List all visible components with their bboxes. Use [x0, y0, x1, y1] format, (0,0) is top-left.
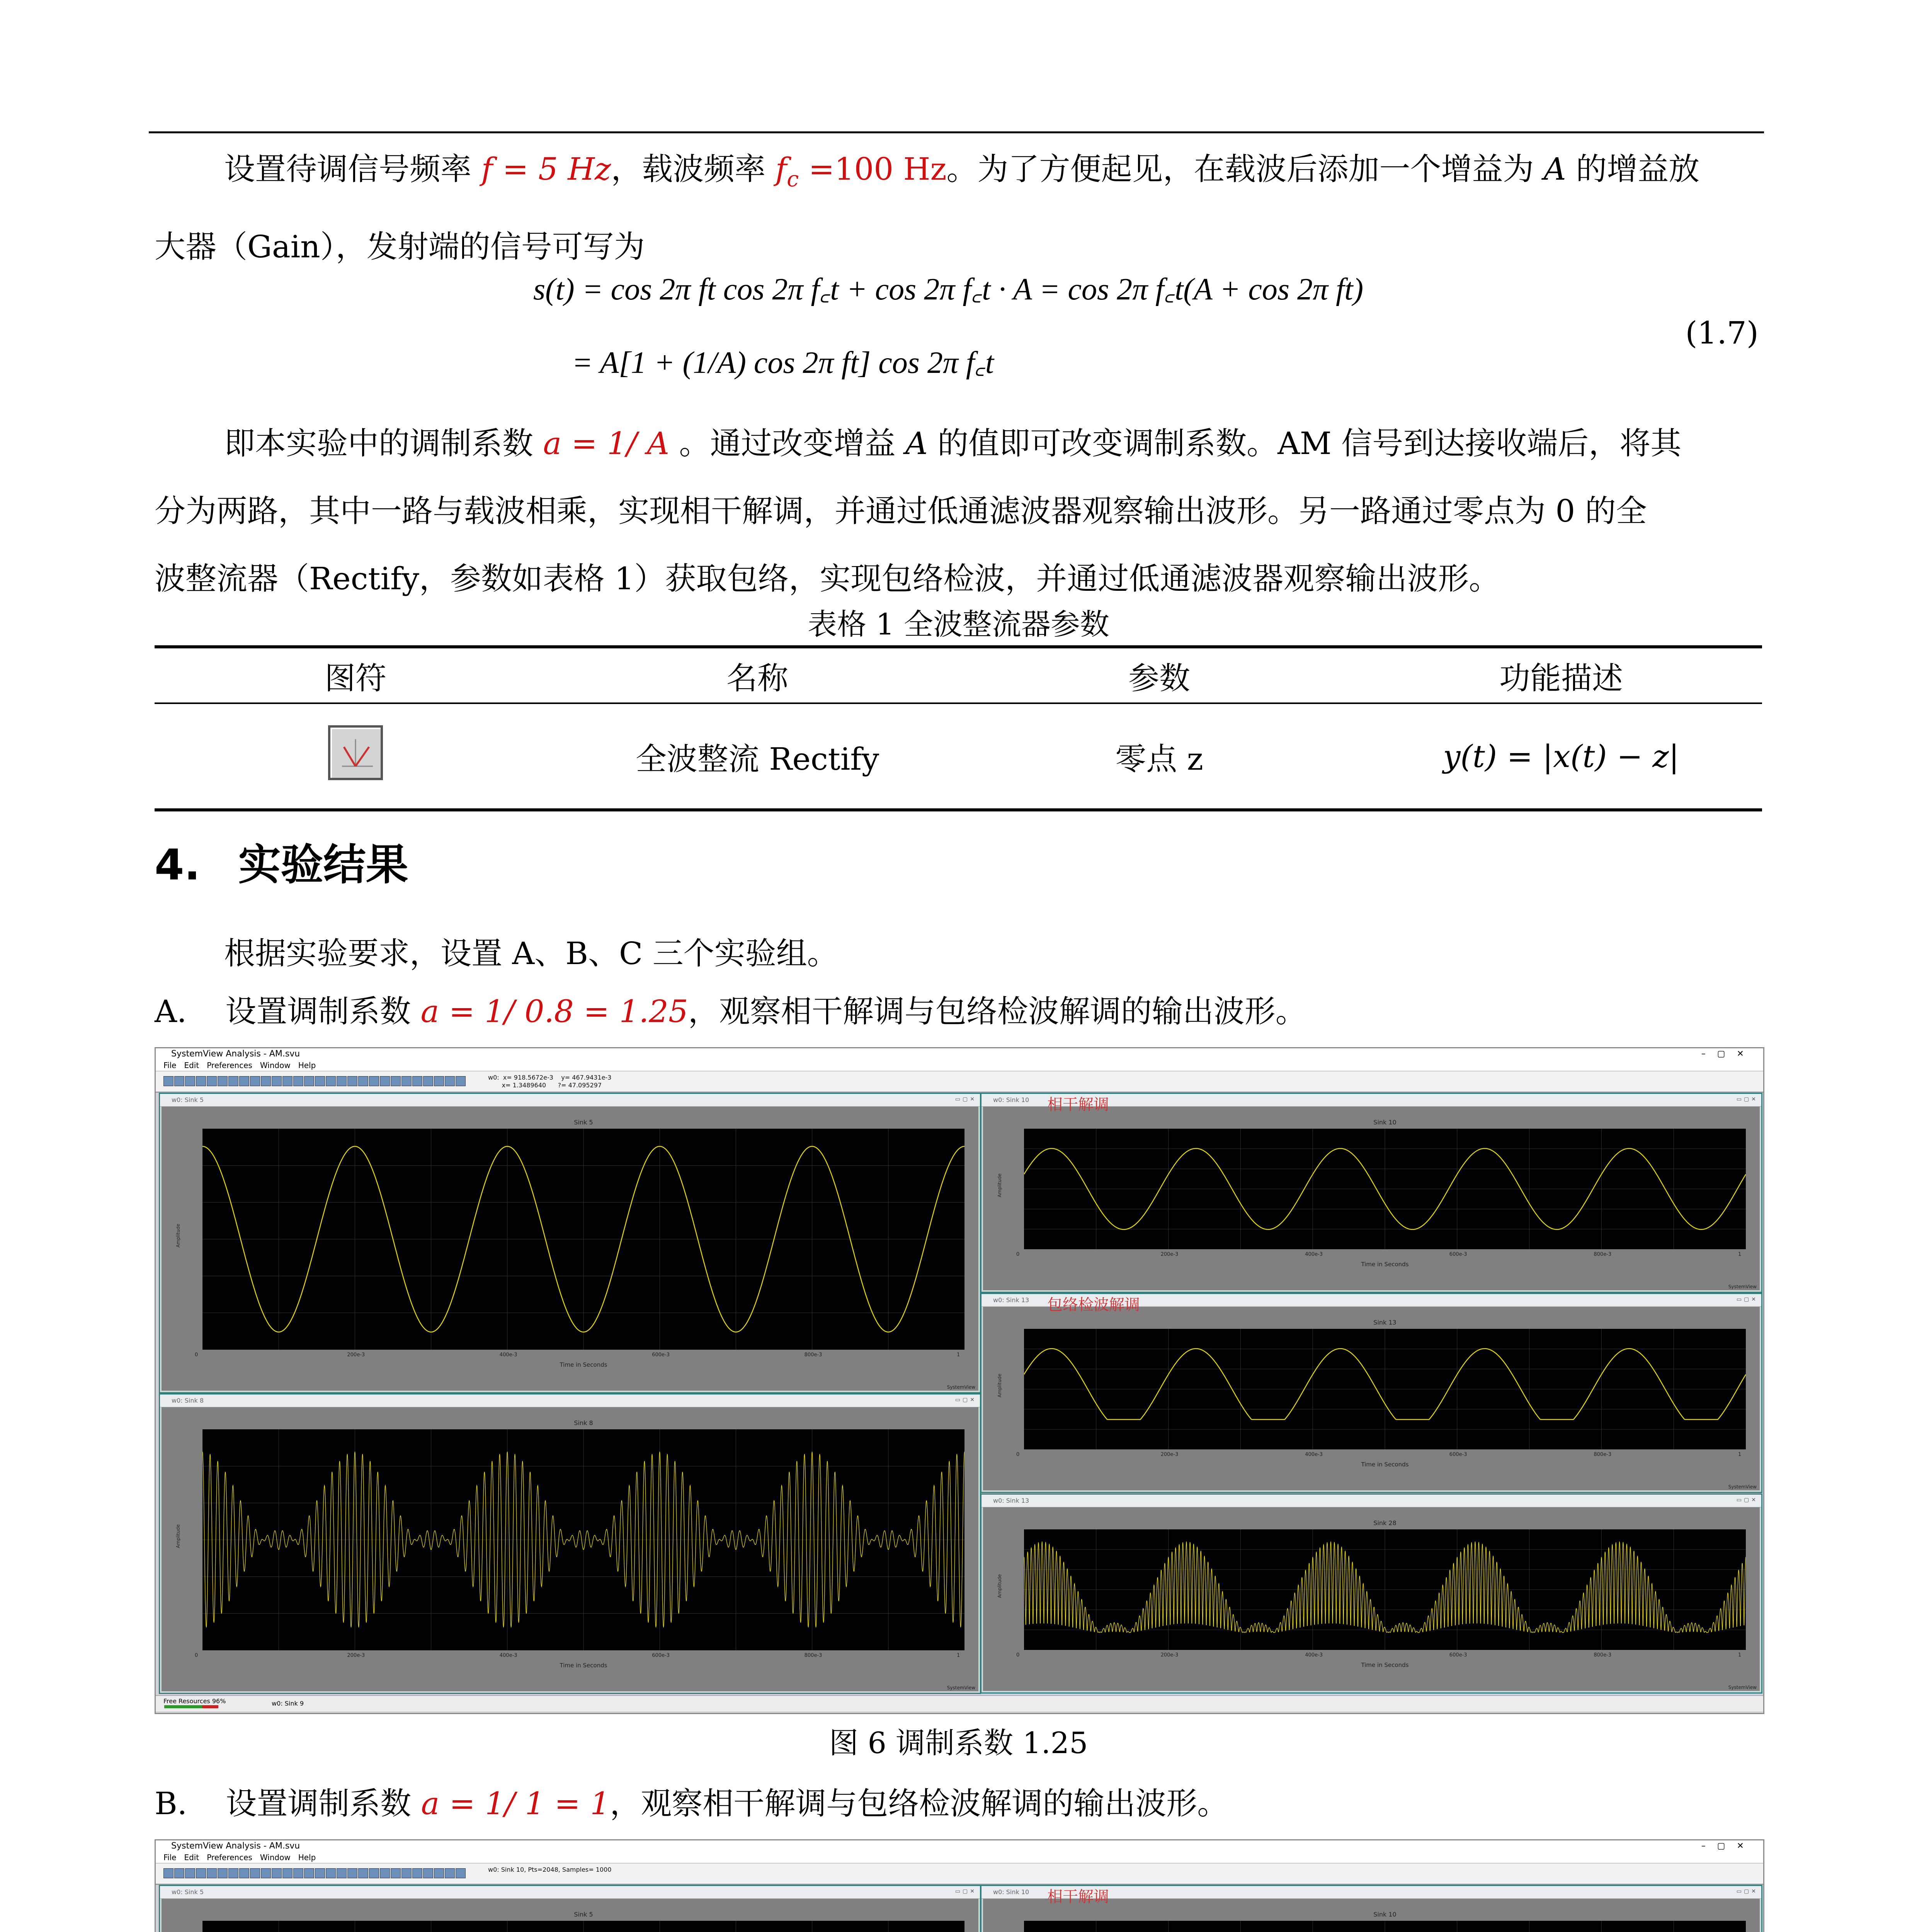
text: ，观察相干解调与包络检波解调的输出波形。	[688, 993, 1306, 1029]
plot-pane-sink5[interactable]	[159, 1885, 981, 1932]
equation-line-2: = A[1 + (1/A) cos 2π ft] cos 2π f꜀t	[572, 346, 994, 380]
text: 的增益放	[1566, 151, 1700, 187]
toolbar-button[interactable]	[445, 1868, 455, 1878]
toolbar-button[interactable]	[250, 1076, 260, 1086]
plot-title: Sink 5	[574, 1119, 593, 1126]
toolbar	[156, 1071, 1763, 1093]
text: ，载波频率	[611, 151, 776, 187]
waveform-plot	[202, 1921, 964, 1932]
toolbar-button[interactable]	[347, 1076, 357, 1086]
toolbar-button[interactable]	[304, 1076, 314, 1086]
x-tick-label: 1	[1738, 1252, 1742, 1257]
plot-title: Sink 28	[1373, 1519, 1397, 1527]
resource-status: Free Resources 96%	[163, 1697, 226, 1705]
toolbar-button[interactable]	[358, 1076, 368, 1086]
plot-area[interactable]	[202, 1129, 964, 1350]
pane-header[interactable]	[981, 1294, 1761, 1314]
x-axis-label: Time in Seconds	[1361, 1662, 1409, 1668]
toolbar-button[interactable]	[163, 1076, 173, 1086]
toolbar-button[interactable]	[185, 1076, 195, 1086]
pane-controls[interactable]: ▭▢✕	[1736, 1096, 1758, 1102]
table-header: 功能描述	[1499, 660, 1623, 696]
menu-item[interactable]: Edit	[184, 1061, 199, 1070]
plot-pane-sink13[interactable]	[980, 1293, 1762, 1493]
paragraph-1	[155, 135, 1766, 281]
toolbar-button[interactable]	[358, 1868, 368, 1878]
plot-area[interactable]	[1024, 1329, 1746, 1449]
window-controls[interactable]: –▢✕	[1701, 1049, 1755, 1059]
x-axis-label: Time in Seconds	[560, 1662, 607, 1669]
toolbar-button[interactable]	[174, 1868, 184, 1878]
pane-header[interactable]	[160, 1395, 980, 1407]
plot-area[interactable]	[202, 1429, 964, 1650]
x-tick-label: 0	[195, 1352, 198, 1358]
paragraph-2	[155, 410, 1766, 612]
x-tick-label: 0	[1016, 1252, 1020, 1257]
toolbar-button[interactable]	[261, 1868, 271, 1878]
plot-area[interactable]	[1024, 1921, 1746, 1932]
x-tick-label: 1	[957, 1352, 960, 1358]
pane-annotation: 相干解调	[1047, 1096, 1109, 1114]
table-header: 参数	[1128, 660, 1190, 696]
equation-line-1: s(t) = cos 2π ft cos 2π f꜀t + cos 2π f꜀t · A = cos 2π f꜀t(A + cos 2π ft)	[533, 272, 1364, 306]
text: 设置调制系数	[225, 993, 421, 1029]
y-axis-label: Amplitude	[997, 1173, 1002, 1197]
menu-item[interactable]: Window	[260, 1853, 291, 1862]
toolbar-button[interactable]	[401, 1868, 412, 1878]
toolbar-button[interactable]	[423, 1076, 433, 1086]
toolbar-button[interactable]	[196, 1076, 206, 1086]
plot-title: Sink 10	[1373, 1911, 1397, 1918]
toolbar-button[interactable]	[391, 1076, 401, 1086]
text: 波整流器（Rectify，参数如表格 1）获取包络，实现包络检波，并通过低通滤波器观察输出波形。	[155, 561, 1500, 597]
pane-controls[interactable]: ▭▢✕	[1736, 1497, 1758, 1503]
toolbar-button[interactable]	[326, 1076, 336, 1086]
toolbar-button[interactable]	[282, 1868, 293, 1878]
carrier-expr: f	[775, 151, 787, 187]
menu-item[interactable]: Preferences	[207, 1853, 252, 1862]
x-tick-label: 400e-3	[499, 1352, 517, 1358]
plot-title: Sink 10	[1373, 1119, 1397, 1126]
plot-pane-sink28[interactable]	[980, 1493, 1762, 1694]
menu-item[interactable]: Edit	[184, 1853, 199, 1862]
mod-index-expr: a = 1/ A	[543, 425, 670, 461]
pane-controls[interactable]: ▭▢✕	[1736, 1296, 1758, 1303]
systemview-window	[155, 1839, 1764, 1932]
toolbar-button[interactable]	[250, 1868, 260, 1878]
plot-area[interactable]	[1024, 1129, 1746, 1249]
x-tick-label: 800e-3	[804, 1653, 822, 1658]
active-sink-status: w0: Sink 9	[272, 1700, 304, 1707]
toolbar-button[interactable]	[304, 1868, 314, 1878]
toolbar-button[interactable]	[347, 1868, 357, 1878]
toolbar-button[interactable]	[445, 1076, 455, 1086]
x-tick-label: 400e-3	[499, 1653, 517, 1658]
waveform-plot	[202, 1129, 964, 1350]
text: 。通过改变增益	[669, 425, 905, 461]
menu-item[interactable]: Preferences	[207, 1061, 252, 1070]
menu-item[interactable]: Window	[260, 1061, 291, 1070]
resource-bar	[164, 1705, 218, 1708]
plot-title: Sink 8	[574, 1419, 593, 1427]
toolbar-button[interactable]	[239, 1868, 249, 1878]
pane-controls[interactable]: ▭▢✕	[1736, 1888, 1758, 1895]
status-bar	[156, 1695, 1763, 1711]
x-tick-label: 800e-3	[1594, 1452, 1612, 1458]
section-title: 实验结果	[238, 840, 408, 889]
waveform-plot	[1024, 1129, 1746, 1249]
group-label: B.	[155, 1786, 187, 1821]
group-a-line	[155, 978, 1766, 1045]
toolbar-button[interactable]	[282, 1076, 293, 1086]
x-tick-label: 1	[1738, 1452, 1742, 1458]
toolbar-button[interactable]	[369, 1868, 379, 1878]
plot-title: Sink 13	[1373, 1319, 1397, 1326]
toolbar-button[interactable]	[380, 1076, 390, 1086]
pane-title: w0: Sink 5	[172, 1888, 204, 1896]
text: ，观察相干解调与包络检波解调的输出波形。	[610, 1786, 1228, 1821]
plot-pane-sink10[interactable]	[980, 1093, 1762, 1293]
rectifier-table	[155, 645, 1762, 811]
carrier-val: =100 Hz	[799, 151, 947, 187]
pane-title: w0: Sink 5	[172, 1096, 204, 1104]
plot-pane-sink5[interactable]	[159, 1093, 981, 1393]
pane-title: w0: Sink 13	[993, 1296, 1029, 1304]
x-tick-label: 0	[1016, 1652, 1020, 1658]
figure-caption: 图 6 调制系数 1.25	[829, 1726, 1088, 1760]
toolbar-button[interactable]	[218, 1868, 228, 1878]
waveform-plot	[1024, 1529, 1746, 1650]
toolbar-button[interactable]	[412, 1076, 422, 1086]
y-axis-label: Amplitude	[997, 1574, 1002, 1598]
toolbar-button[interactable]	[174, 1076, 184, 1086]
window-title: SystemView Analysis - AM.svu	[171, 1841, 300, 1851]
x-axis-label: Time in Seconds	[560, 1361, 607, 1368]
pane-title: w0: Sink 10	[993, 1888, 1029, 1896]
x-tick-label: 600e-3	[652, 1352, 670, 1358]
section-heading	[155, 831, 408, 892]
x-tick-label: 200e-3	[1160, 1652, 1179, 1658]
x-tick-label: 600e-3	[1449, 1252, 1467, 1257]
menu-item[interactable]: Help	[298, 1061, 316, 1070]
table-header-row	[155, 648, 1762, 704]
equation-number: (1.7)	[1685, 315, 1759, 351]
gain-symbol: A	[1543, 151, 1566, 187]
mod-index-expr: a = 1/ 0.8 = 1.25	[420, 993, 688, 1029]
plot-pane-sink8[interactable]	[159, 1393, 981, 1694]
text: 根据实验要求，设置 A、B、C 三个实验组。	[224, 935, 838, 971]
table-cell: y(t) = |x(t) − z|	[1443, 738, 1679, 774]
rectifier-icon	[328, 725, 383, 780]
paragraph-3	[155, 920, 1766, 987]
x-tick-label: 400e-3	[1305, 1452, 1323, 1458]
table-header: 图符	[325, 660, 386, 696]
pane-title: w0: Sink 10	[993, 1096, 1029, 1104]
window-controls[interactable]: –▢✕	[1701, 1841, 1755, 1851]
pane-header[interactable]	[981, 1094, 1761, 1114]
plot-area[interactable]	[1024, 1529, 1746, 1650]
x-axis-label: Time in Seconds	[1361, 1461, 1409, 1468]
x-axis-label: Time in Seconds	[1361, 1261, 1409, 1268]
toolbar-button[interactable]	[456, 1076, 466, 1086]
plot-pane-sink10[interactable]	[980, 1885, 1762, 1932]
y-axis-label: Amplitude	[175, 1524, 181, 1548]
table-cell-icon	[155, 725, 556, 787]
toolbar-button[interactable]	[337, 1868, 347, 1878]
toolbar-button[interactable]	[369, 1076, 379, 1086]
toolbar-button[interactable]	[218, 1076, 228, 1086]
waveform-plot	[1024, 1921, 1746, 1932]
toolbar-button[interactable]	[185, 1868, 195, 1878]
x-tick-label: 200e-3	[1160, 1252, 1179, 1257]
text: 大器（Gain），发射端的信号可写为	[155, 229, 645, 265]
window-title: SystemView Analysis - AM.svu	[171, 1049, 300, 1059]
x-tick-label: 600e-3	[1449, 1452, 1467, 1458]
x-tick-label: 400e-3	[1305, 1252, 1323, 1257]
text: 。为了方便起见，在载波后添加一个增益为	[946, 151, 1544, 187]
section-number: 4.	[155, 840, 201, 889]
table-caption: 表格 1 全波整流器参数	[808, 607, 1109, 641]
x-tick-label: 800e-3	[1594, 1252, 1612, 1257]
x-tick-label: 600e-3	[1449, 1652, 1467, 1658]
toolbar-button[interactable]	[272, 1868, 282, 1878]
plot-title: Sink 5	[574, 1911, 593, 1918]
toolbar-button[interactable]	[228, 1076, 238, 1086]
y-axis-label: Amplitude	[997, 1374, 1002, 1398]
toolbar-button[interactable]	[434, 1868, 444, 1878]
x-tick-label: 600e-3	[652, 1653, 670, 1658]
toolbar-button[interactable]	[423, 1868, 433, 1878]
x-tick-label: 1	[1738, 1652, 1742, 1658]
toolbar-button[interactable]	[401, 1076, 412, 1086]
toolbar-button[interactable]	[412, 1868, 422, 1878]
cursor-readout: w0: Sink 10, Pts=2048, Samples= 1000	[488, 1866, 612, 1873]
menu-item[interactable]: File	[163, 1061, 177, 1070]
x-tick-label: 800e-3	[804, 1352, 822, 1358]
menu-bar	[156, 1852, 1763, 1864]
x-tick-label: 400e-3	[1305, 1652, 1323, 1658]
toolbar-button[interactable]	[239, 1076, 249, 1086]
brand-label: SystemView	[1728, 1685, 1757, 1690]
text: 的值即可改变调制系数。AM 信号到达接收端后，将其	[927, 425, 1682, 461]
toolbar-button[interactable]	[228, 1868, 238, 1878]
toolbar-button[interactable]	[196, 1868, 206, 1878]
x-tick-label: 0	[195, 1653, 198, 1658]
pane-header[interactable]	[981, 1495, 1761, 1507]
toolbar	[156, 1864, 1763, 1885]
pane-controls[interactable]: ▭▢✕	[955, 1888, 977, 1895]
text: 设置待调信号频率	[224, 151, 481, 187]
table-header: 名称	[726, 660, 788, 696]
systemview-window	[155, 1047, 1764, 1714]
text: 分为两路，其中一路与载波相乘，实现相干解调，并通过低通滤波器观察输出波形。另一路通过零点为 0 的全	[155, 493, 1647, 529]
carrier-sub: c	[787, 167, 799, 191]
toolbar-button[interactable]	[261, 1076, 271, 1086]
toolbar-button[interactable]	[207, 1868, 217, 1878]
window-titlebar[interactable]	[156, 1048, 1763, 1060]
x-tick-label: 800e-3	[1594, 1652, 1612, 1658]
toolbar-button[interactable]	[337, 1076, 347, 1086]
x-tick-label: 0	[1016, 1452, 1020, 1458]
text: 设置调制系数	[226, 1786, 421, 1821]
mod-index-expr: a = 1/ 1 = 1	[421, 1786, 610, 1821]
x-tick-label: 200e-3	[347, 1653, 365, 1658]
pane-controls[interactable]: ▭▢✕	[955, 1397, 977, 1403]
group-label: A.	[155, 993, 187, 1029]
waveform-plot	[202, 1429, 964, 1650]
x-tick-label: 200e-3	[1160, 1452, 1179, 1458]
toolbar-button[interactable]	[315, 1076, 325, 1086]
header-rule	[149, 131, 1764, 133]
table-cell: 全波整流 Rectify	[635, 741, 879, 777]
text: 即本实验中的调制系数	[224, 425, 543, 461]
table-row	[155, 704, 1762, 808]
pane-title: w0: Sink 13	[993, 1497, 1029, 1504]
pane-header[interactable]	[160, 1886, 980, 1899]
toolbar-button[interactable]	[315, 1868, 325, 1878]
waveform-plot	[1024, 1329, 1746, 1449]
toolbar-button[interactable]	[207, 1076, 217, 1086]
window-titlebar[interactable]	[156, 1840, 1763, 1852]
x-tick-label: 1	[957, 1653, 960, 1658]
group-b-line	[155, 1770, 1766, 1837]
toolbar-button[interactable]	[391, 1868, 401, 1878]
toolbar-button[interactable]	[293, 1076, 303, 1086]
brand-label: SystemView	[1728, 1284, 1757, 1289]
toolbar-button[interactable]	[326, 1868, 336, 1878]
menu-item[interactable]: File	[163, 1853, 177, 1862]
plot-area[interactable]	[202, 1921, 964, 1932]
menu-bar	[156, 1060, 1763, 1071]
table-cell: 零点 z	[1115, 741, 1203, 777]
pane-controls[interactable]: ▭▢✕	[955, 1096, 977, 1102]
gain-symbol: A	[905, 425, 928, 461]
cursor-readout: w0: x= 918.5672e-3 y= 467.9431e-3 x= 1.3489640 ?= 47.095297	[488, 1074, 612, 1089]
x-tick-label: 200e-3	[347, 1352, 365, 1358]
pane-header[interactable]	[981, 1886, 1761, 1906]
pane-annotation: 相干解调	[1047, 1888, 1109, 1906]
toolbar-button[interactable]	[434, 1076, 444, 1086]
toolbar-button[interactable]	[293, 1868, 303, 1878]
brand-label: SystemView	[947, 1384, 975, 1390]
pane-annotation: 包络检波解调	[1047, 1296, 1140, 1314]
freq-expr: f = 5 Hz	[481, 151, 611, 187]
pane-header[interactable]	[160, 1094, 980, 1107]
toolbar-button[interactable]	[380, 1868, 390, 1878]
y-axis-label: Amplitude	[175, 1224, 181, 1248]
brand-label: SystemView	[947, 1685, 975, 1690]
toolbar-button[interactable]	[272, 1076, 282, 1086]
menu-item[interactable]: Help	[298, 1853, 316, 1862]
toolbar-button[interactable]	[163, 1868, 173, 1878]
toolbar-button[interactable]	[456, 1868, 466, 1878]
brand-label: SystemView	[1728, 1484, 1757, 1490]
pane-title: w0: Sink 8	[172, 1397, 204, 1404]
